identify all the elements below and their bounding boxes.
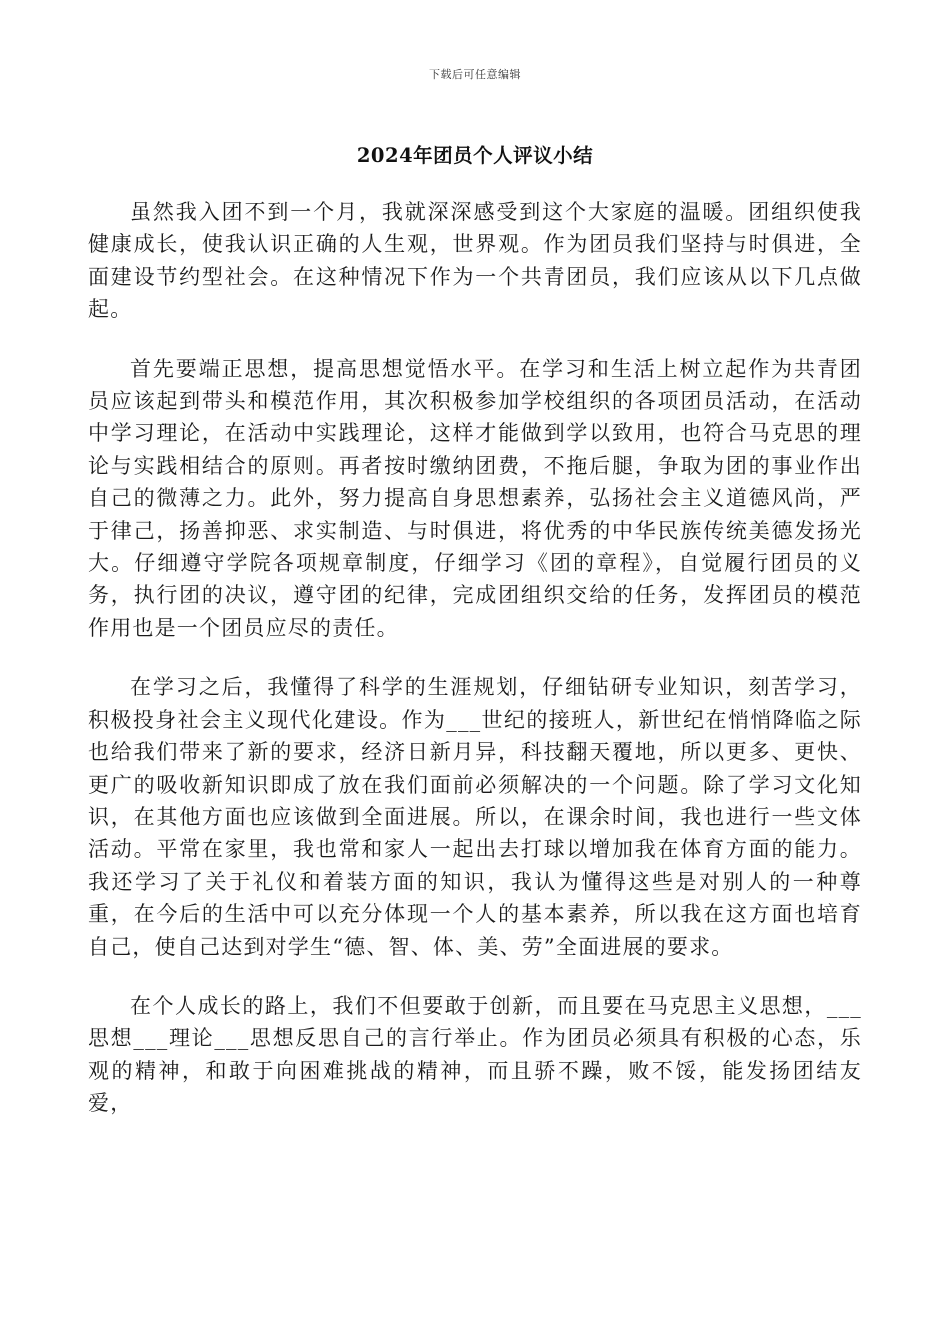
paragraph-4: 在个人成长的路上，我们不但要敢于创新，而且要在马克思主义思想，___思想___理论___思想反思自己的言行举止。作为团员必须具有积极的心态，乐观的精神，和敢于向困难挑战的精神，而且骄不躁，败不馁，能发扬团结友爱， bbox=[88, 993, 862, 1116]
paragraph-3: 在学习之后，我懂得了科学的生涯规划，仔细钻研专业知识，刻苦学习，积极投身社会主义现代化建设。作为___世纪的接班人，新世纪在悄悄降临之际也给我们带来了新的要求，经济日新月异，科技翻天覆地，所以更多、更快、更广的吸收新知识即成了放在我们面前必须解决的一个问题。除了学习文化知识，在其他方面也应该做到全面进展。所以，在课余时间，我也进行一些文体活动。平常在家里，我也常和家人一起出去打球以增加我在体育方面的能力。我还学习了关于礼仪和着装方面的知识，我认为懂得这些是对别人的一种尊重，在今后的生活中可以充分体现一个人的基本素养，所以我在这方面也培育自己，使自己达到对学生“德、智、体、美、劳”全面进展的要求。 bbox=[88, 675, 862, 959]
document-title: 2024年团员个人评议小结 bbox=[356, 144, 594, 167]
document-body bbox=[88, 196, 862, 1147]
paragraph-1: 虽然我入团不到一个月，我就深深感受到这个大家庭的温暖。团组织使我健康成长，使我认识正确的人生观，世界观。作为团员我们坚持与时俱进，全面建设节约型社会。在这种情况下作为一个共青团员，我们应该从以下几点做起。 bbox=[88, 200, 862, 322]
header-note: 下载后可任意编辑 bbox=[429, 68, 521, 81]
paragraph-2: 首先要端正思想，提高思想觉悟水平。在学习和生活上树立起作为共青团员应该起到带头和模范作用，其次积极参加学校组织的各项团员活动，在活动中学习理论，在活动中实践理论，这样才能做到学以致用，也符合马克思的理论与实践相结合的原则。再者按时缴纳团费，不拖后腿，争取为团的事业作出自己的微薄之力。此外，努力提高自身思想素养，弘扬社会主义道德风尚，严于律己，扬善抑恶、求实制造、与时俱进，将优秀的中华民族传统美德发扬光大。仔细遵守学院各项规章制度，仔细学习《团的章程》，自觉履行团员的义务，执行团的决议，遵守团的纪律，完成团组织交给的任务，发挥团员的模范作用也是一个团员应尽的责任。 bbox=[88, 356, 862, 640]
